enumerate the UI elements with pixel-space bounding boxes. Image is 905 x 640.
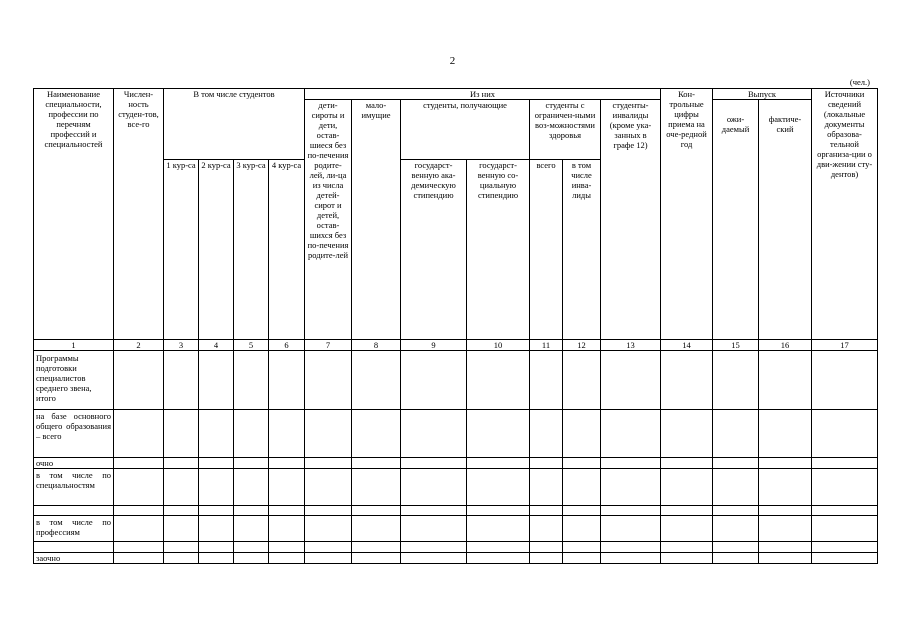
header-students-receiving: студенты, получающие xyxy=(401,100,530,160)
header-course-1: 1 кур-са xyxy=(164,160,199,340)
data-cell[interactable] xyxy=(759,410,812,458)
data-cell[interactable] xyxy=(467,516,530,542)
header-total-students: Числен-ность студен-тов, все-го xyxy=(114,89,164,340)
data-cell[interactable] xyxy=(234,458,269,469)
data-cell[interactable] xyxy=(563,351,601,410)
data-cell[interactable] xyxy=(401,542,467,553)
data-cell[interactable] xyxy=(713,516,759,542)
column-number: 1 xyxy=(34,340,114,351)
data-cell[interactable] xyxy=(530,351,563,410)
row-label-empty xyxy=(34,506,114,516)
page-number: 2 xyxy=(449,55,456,67)
data-cell[interactable] xyxy=(467,506,530,516)
data-cell[interactable] xyxy=(269,469,305,506)
data-cell[interactable] xyxy=(401,553,467,564)
data-cell[interactable] xyxy=(759,542,812,553)
data-cell[interactable] xyxy=(114,469,164,506)
header-graduation-expected: ожи-даемый xyxy=(713,100,759,340)
row-label-programs-total: Программы подготовки специалистов среднего звена, итого xyxy=(34,351,114,410)
data-cell[interactable] xyxy=(812,469,878,506)
data-cell[interactable] xyxy=(114,506,164,516)
column-number: 2 xyxy=(114,340,164,351)
data-cell[interactable] xyxy=(812,351,878,410)
table-row xyxy=(34,553,878,564)
data-cell[interactable] xyxy=(467,410,530,458)
data-cell[interactable] xyxy=(352,410,401,458)
table-row xyxy=(34,351,878,410)
row-label-empty xyxy=(34,542,114,553)
data-cell[interactable] xyxy=(352,458,401,469)
row-label-full-time: очно xyxy=(34,458,114,469)
data-cell[interactable] xyxy=(164,410,199,458)
header-name-of-specialty: Наименование специальности, профессии по перечням профессий и специальностей xyxy=(34,89,114,340)
data-cell[interactable] xyxy=(713,469,759,506)
data-cell[interactable] xyxy=(563,458,601,469)
data-cell[interactable] xyxy=(199,542,234,553)
data-cell[interactable] xyxy=(234,410,269,458)
data-cell[interactable] xyxy=(530,542,563,553)
data-cell[interactable] xyxy=(305,351,352,410)
column-number: 6 xyxy=(269,340,305,351)
data-cell[interactable] xyxy=(401,506,467,516)
data-cell[interactable] xyxy=(713,458,759,469)
table-row xyxy=(34,506,878,516)
data-cell[interactable] xyxy=(661,469,713,506)
data-cell[interactable] xyxy=(114,516,164,542)
data-cell[interactable] xyxy=(305,516,352,542)
data-cell[interactable] xyxy=(269,516,305,542)
data-cell[interactable] xyxy=(352,516,401,542)
data-cell[interactable] xyxy=(467,469,530,506)
column-number: 16 xyxy=(759,340,812,351)
data-cell[interactable] xyxy=(401,516,467,542)
data-cell[interactable] xyxy=(601,516,661,542)
column-number: 17 xyxy=(812,340,878,351)
data-cell[interactable] xyxy=(812,516,878,542)
header-course-3: 3 кур-са xyxy=(234,160,269,340)
data-cell[interactable] xyxy=(661,351,713,410)
header-control-figures: Кон-трольные цифры приема на оче-редной год xyxy=(661,89,713,340)
column-number: 12 xyxy=(563,340,601,351)
header-graduation-actual: фактиче-ский xyxy=(759,100,812,340)
column-number: 9 xyxy=(401,340,467,351)
table-row xyxy=(34,542,878,553)
data-cell[interactable] xyxy=(713,506,759,516)
data-cell[interactable] xyxy=(269,553,305,564)
column-number: 8 xyxy=(352,340,401,351)
data-cell[interactable] xyxy=(601,542,661,553)
table-row xyxy=(34,410,878,458)
column-number: 5 xyxy=(234,340,269,351)
data-cell[interactable] xyxy=(164,469,199,506)
data-cell[interactable] xyxy=(563,516,601,542)
data-cell[interactable] xyxy=(563,410,601,458)
data-cell[interactable] xyxy=(234,516,269,542)
unit-label: (чел.) xyxy=(849,77,870,87)
data-cell[interactable] xyxy=(661,516,713,542)
data-cell[interactable] xyxy=(759,458,812,469)
data-cell[interactable] xyxy=(199,351,234,410)
header-including-students: В том числе студентов xyxy=(164,89,305,160)
data-cell[interactable] xyxy=(199,516,234,542)
data-cell[interactable] xyxy=(114,553,164,564)
column-number: 7 xyxy=(305,340,352,351)
data-cell[interactable] xyxy=(759,351,812,410)
header-academic-scholarship: государст-венную ака-демическую стипендию xyxy=(401,160,467,340)
data-cell[interactable] xyxy=(401,458,467,469)
data-cell[interactable] xyxy=(661,553,713,564)
data-cell[interactable] xyxy=(114,410,164,458)
data-cell[interactable] xyxy=(234,506,269,516)
data-cell[interactable] xyxy=(199,469,234,506)
data-cell[interactable] xyxy=(305,542,352,553)
data-cell[interactable] xyxy=(199,458,234,469)
data-cell[interactable] xyxy=(563,542,601,553)
header-limited-health: студенты с ограничен-ными воз-можностями здоровья xyxy=(530,100,601,160)
data-cell[interactable] xyxy=(467,458,530,469)
data-cell[interactable] xyxy=(467,351,530,410)
header-course-2: 2 кур-са xyxy=(199,160,234,340)
data-cell[interactable] xyxy=(199,410,234,458)
data-cell[interactable] xyxy=(467,553,530,564)
data-cell[interactable] xyxy=(759,553,812,564)
data-cell[interactable] xyxy=(530,506,563,516)
data-cell[interactable] xyxy=(601,410,661,458)
data-cell[interactable] xyxy=(269,410,305,458)
column-number: 3 xyxy=(164,340,199,351)
data-cell[interactable] xyxy=(234,469,269,506)
data-cell[interactable] xyxy=(114,542,164,553)
data-cell[interactable] xyxy=(601,469,661,506)
table-row xyxy=(34,469,878,506)
data-cell[interactable] xyxy=(269,458,305,469)
data-cell[interactable] xyxy=(661,506,713,516)
data-cell[interactable] xyxy=(713,542,759,553)
data-cell[interactable] xyxy=(114,351,164,410)
column-number: 15 xyxy=(713,340,759,351)
data-cell[interactable] xyxy=(352,506,401,516)
data-cell[interactable] xyxy=(812,542,878,553)
data-cell[interactable] xyxy=(305,458,352,469)
data-cell[interactable] xyxy=(305,506,352,516)
data-cell[interactable] xyxy=(305,469,352,506)
data-cell[interactable] xyxy=(269,542,305,553)
header-course-4: 4 кур-са xyxy=(269,160,305,340)
data-cell[interactable] xyxy=(305,553,352,564)
data-cell[interactable] xyxy=(269,506,305,516)
data-cell[interactable] xyxy=(352,469,401,506)
data-cell[interactable] xyxy=(114,458,164,469)
column-number: 14 xyxy=(661,340,713,351)
data-cell[interactable] xyxy=(401,469,467,506)
column-number: 4 xyxy=(199,340,234,351)
table-row xyxy=(34,458,878,469)
table-row xyxy=(34,516,878,542)
data-cell[interactable] xyxy=(352,351,401,410)
data-cell[interactable] xyxy=(530,553,563,564)
data-cell[interactable] xyxy=(661,410,713,458)
data-cell[interactable] xyxy=(199,506,234,516)
data-cell[interactable] xyxy=(530,410,563,458)
row-label-basic-general: на базе основного общего образования – всего xyxy=(34,410,114,458)
data-cell[interactable] xyxy=(530,516,563,542)
data-cell[interactable] xyxy=(234,553,269,564)
row-label-by-professions: в том числе по профессиям xyxy=(34,516,114,542)
data-cell[interactable] xyxy=(759,469,812,506)
header-graduation: Выпуск xyxy=(713,89,812,100)
row-label-part-time: заочно xyxy=(34,553,114,564)
data-cell[interactable] xyxy=(164,542,199,553)
header-orphans: дети-сироты и дети, остав-шиеся без по-печения родите-лей, ли-ца из числа детей-сирот и детей, остав-шихся без по-печения родите-лей xyxy=(305,100,352,340)
column-number: 10 xyxy=(467,340,530,351)
data-cell[interactable] xyxy=(812,458,878,469)
data-cell[interactable] xyxy=(601,458,661,469)
data-cell[interactable] xyxy=(661,542,713,553)
data-cell[interactable] xyxy=(759,506,812,516)
data-cell[interactable] xyxy=(164,351,199,410)
data-cell[interactable] xyxy=(563,553,601,564)
data-cell[interactable] xyxy=(713,410,759,458)
data-cell[interactable] xyxy=(305,410,352,458)
statistics-form-table xyxy=(33,88,878,564)
data-cell[interactable] xyxy=(164,458,199,469)
data-cell[interactable] xyxy=(164,516,199,542)
data-cell[interactable] xyxy=(812,410,878,458)
data-cell[interactable] xyxy=(530,458,563,469)
column-number: 13 xyxy=(601,340,661,351)
header-disabled-students: студенты-инвалиды (кроме ука-занных в графе 12) xyxy=(601,100,661,340)
data-cell[interactable] xyxy=(234,351,269,410)
header-low-income: мало-имущие xyxy=(352,100,401,340)
data-cell[interactable] xyxy=(661,458,713,469)
header-information-sources: Источники сведений (локальные документы образова-тельной организа-ции о дви-жении сту-дентов) xyxy=(812,89,878,340)
data-cell[interactable] xyxy=(563,506,601,516)
data-cell[interactable] xyxy=(601,351,661,410)
data-cell[interactable] xyxy=(759,516,812,542)
data-cell[interactable] xyxy=(352,542,401,553)
data-cell[interactable] xyxy=(352,553,401,564)
data-cell[interactable] xyxy=(467,542,530,553)
data-cell[interactable] xyxy=(812,506,878,516)
data-cell[interactable] xyxy=(164,553,199,564)
header-social-scholarship: государст-венную со-циальную стипендию xyxy=(467,160,530,340)
column-number: 11 xyxy=(530,340,563,351)
data-cell[interactable] xyxy=(234,542,269,553)
data-cell[interactable] xyxy=(401,351,467,410)
header-of-them: Из них xyxy=(305,89,661,100)
data-cell[interactable] xyxy=(601,506,661,516)
data-cell[interactable] xyxy=(812,553,878,564)
data-cell[interactable] xyxy=(164,506,199,516)
data-cell[interactable] xyxy=(401,410,467,458)
data-cell[interactable] xyxy=(713,351,759,410)
data-cell[interactable] xyxy=(601,553,661,564)
row-label-by-specialties: в том числе по специальностям xyxy=(34,469,114,506)
data-cell[interactable] xyxy=(713,553,759,564)
data-cell[interactable] xyxy=(269,351,305,410)
data-cell[interactable] xyxy=(199,553,234,564)
header-limited-health-disabled: в том числе инва-лиды xyxy=(563,160,601,340)
data-cell[interactable] xyxy=(563,469,601,506)
header-limited-health-total: всего xyxy=(530,160,563,340)
data-cell[interactable] xyxy=(530,469,563,506)
column-number-row xyxy=(34,340,878,351)
